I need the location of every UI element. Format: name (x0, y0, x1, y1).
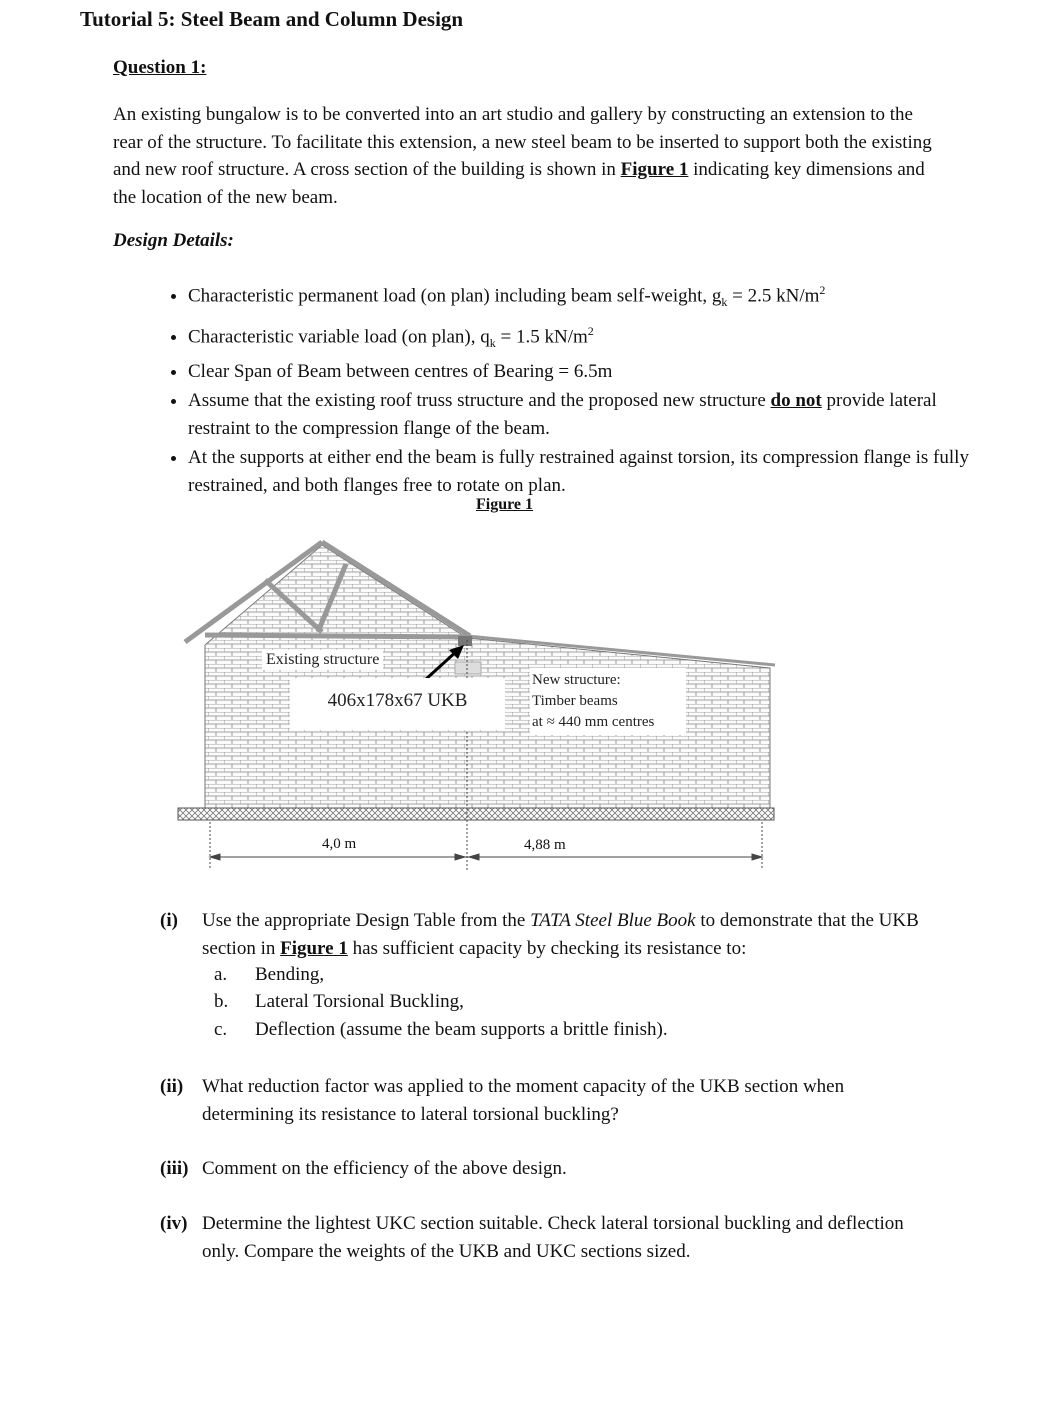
part-i: (i) Use the appropriate Design Table from the TATA Steel Blue Book to demonstrate that the UKB section in Figure 1 has sufficient capacity by checking its resistance to: (160, 910, 919, 959)
beam-section-label: 406x178x67 UKB (290, 678, 505, 730)
list-item: • Assume that the existing roof truss structure and the proposed new structure do not provide lateral restraint to the compression flange of the beam. (188, 387, 978, 443)
figure-caption: Figure 1 (476, 496, 534, 513)
steel-beam-section (458, 636, 472, 646)
dimension-existing: 4,0 m (322, 836, 357, 852)
list-item: • Characteristic permanent load (on plan) including beam self-weight, $g_k = 2.5$ $kN/m^2$ (188, 276, 978, 316)
part-i-a: a. Bending, (214, 964, 325, 985)
figure-link[interactable]: Figure 1 (620, 159, 689, 180)
intro-text-end: indicating key dimensions and the location of the new beam. (113, 159, 925, 208)
question-heading: Question 1: (113, 57, 207, 78)
intro-text: An existing bungalow is to be converted into an art studio and gallery by constructing an extension to the rear of the structure. To facilitate this extension, a new steel beam to be inserted to support both the existing and new roof structure. A cross section of the building is shown in (113, 104, 932, 180)
list-item: • Characteristic variable load (on plan), $q_k = 1.5$ $kN/m^2$ (188, 317, 978, 357)
part-ii: (ii) What reduction factor was applied to the moment capacity of the UKB section when determining its resistance to lateral torsional buckling? (160, 1076, 845, 1125)
page-title: Tutorial 5: Steel Beam and Column Design (80, 7, 464, 31)
figure-link[interactable]: Figure 1 (280, 937, 348, 959)
design-details-heading: Design Details: (113, 230, 234, 251)
new-structure-label: New structure: Timber beams at ≈ 440 mm centres (530, 668, 686, 735)
part-iv: (iv) Determine the lightest UKC section suitable. Check lateral torsional buckling and deflection only. Compare the weights of the UKB and UKC sections sized. (160, 1213, 904, 1262)
dimension-new: 4,88 m (524, 837, 566, 853)
part-iii: (iii) Comment on the efficiency of the above design. (160, 1158, 567, 1179)
part-i-b: b. Lateral Torsional Buckling, (214, 991, 464, 1012)
part-i-c: c. Deflection (assume the beam supports a brittle finish). (214, 1019, 668, 1040)
existing-structure-label: Existing structure (262, 650, 383, 670)
list-item: • At the supports at either end the beam is fully restrained against torsion, its compression flange is fully restrained, and both flanges free to rotate on plan. (188, 444, 978, 500)
list-item: • Clear Span of Beam between centres of Bearing = 6.5m (188, 358, 978, 386)
ground (178, 808, 774, 820)
